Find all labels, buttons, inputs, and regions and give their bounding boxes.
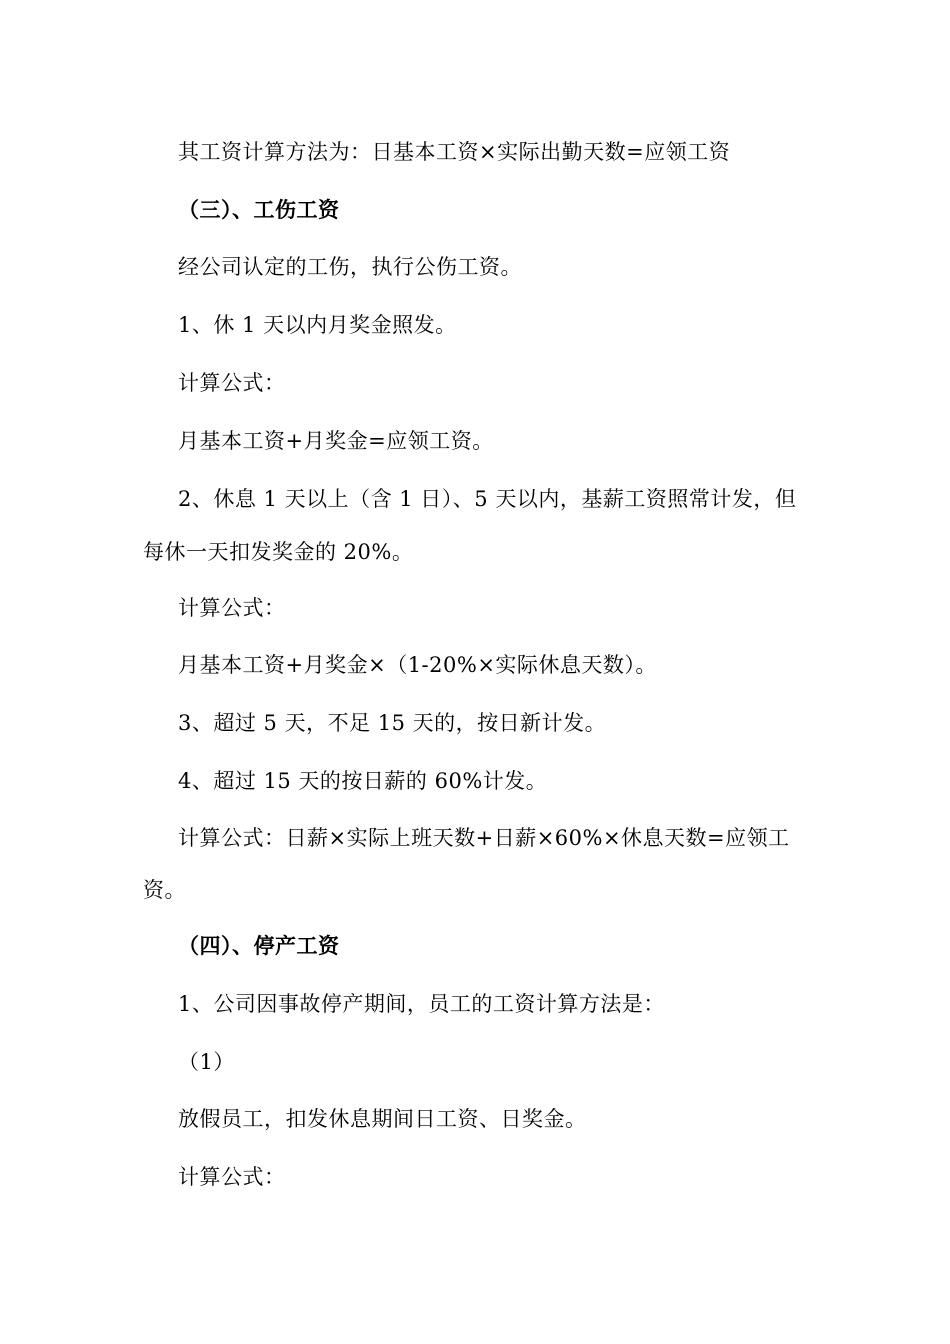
formula-text: 月基本工资+月奖金×（1-20%×实际休息天数）。 [178,653,657,677]
formula-text: 月基本工资+月奖金=应领工资。 [178,429,494,453]
list-item-3: 3、超过 5 天，不足 15 天的，按日新计发。 [178,711,607,735]
list-item-2: 2、休息 1 天以上（含 1 日）、5 天以内，基薪工资照常计发，但 [178,487,797,511]
section-heading-injury-pay: （三）、工伤工资 [178,197,340,222]
list-item-1: 1、休 1 天以内月奖金照发。 [178,313,457,337]
paragraph-leave-employees: 放假员工，扣发休息期间日工资、日奖金。 [178,1107,587,1131]
formula-text-continued: 资。 [143,878,186,902]
formula-label: 计算公式： [178,371,286,395]
formula-label: 计算公式： [178,596,286,620]
list-item-2-continued: 每休一天扣发奖金的 20%。 [143,540,414,564]
formula-label: 计算公式： [178,1165,286,1189]
list-item-1: 1、公司因事故停产期间，员工的工资计算方法是： [178,992,665,1016]
formula-text: 计算公式：日薪×实际上班天数+日薪×60%×休息天数=应领工 [178,826,790,850]
sub-item-1: （1） [178,1050,235,1074]
section-heading-shutdown-pay: （四）、停产工资 [178,933,340,958]
paragraph-salary-formula: 其工资计算方法为：日基本工资×实际出勤天数=应领工资 [178,140,731,164]
list-item-4: 4、超过 15 天的按日薪的 60%计发。 [178,769,548,793]
paragraph-injury-intro: 经公司认定的工伤，执行公伤工资。 [178,255,522,279]
